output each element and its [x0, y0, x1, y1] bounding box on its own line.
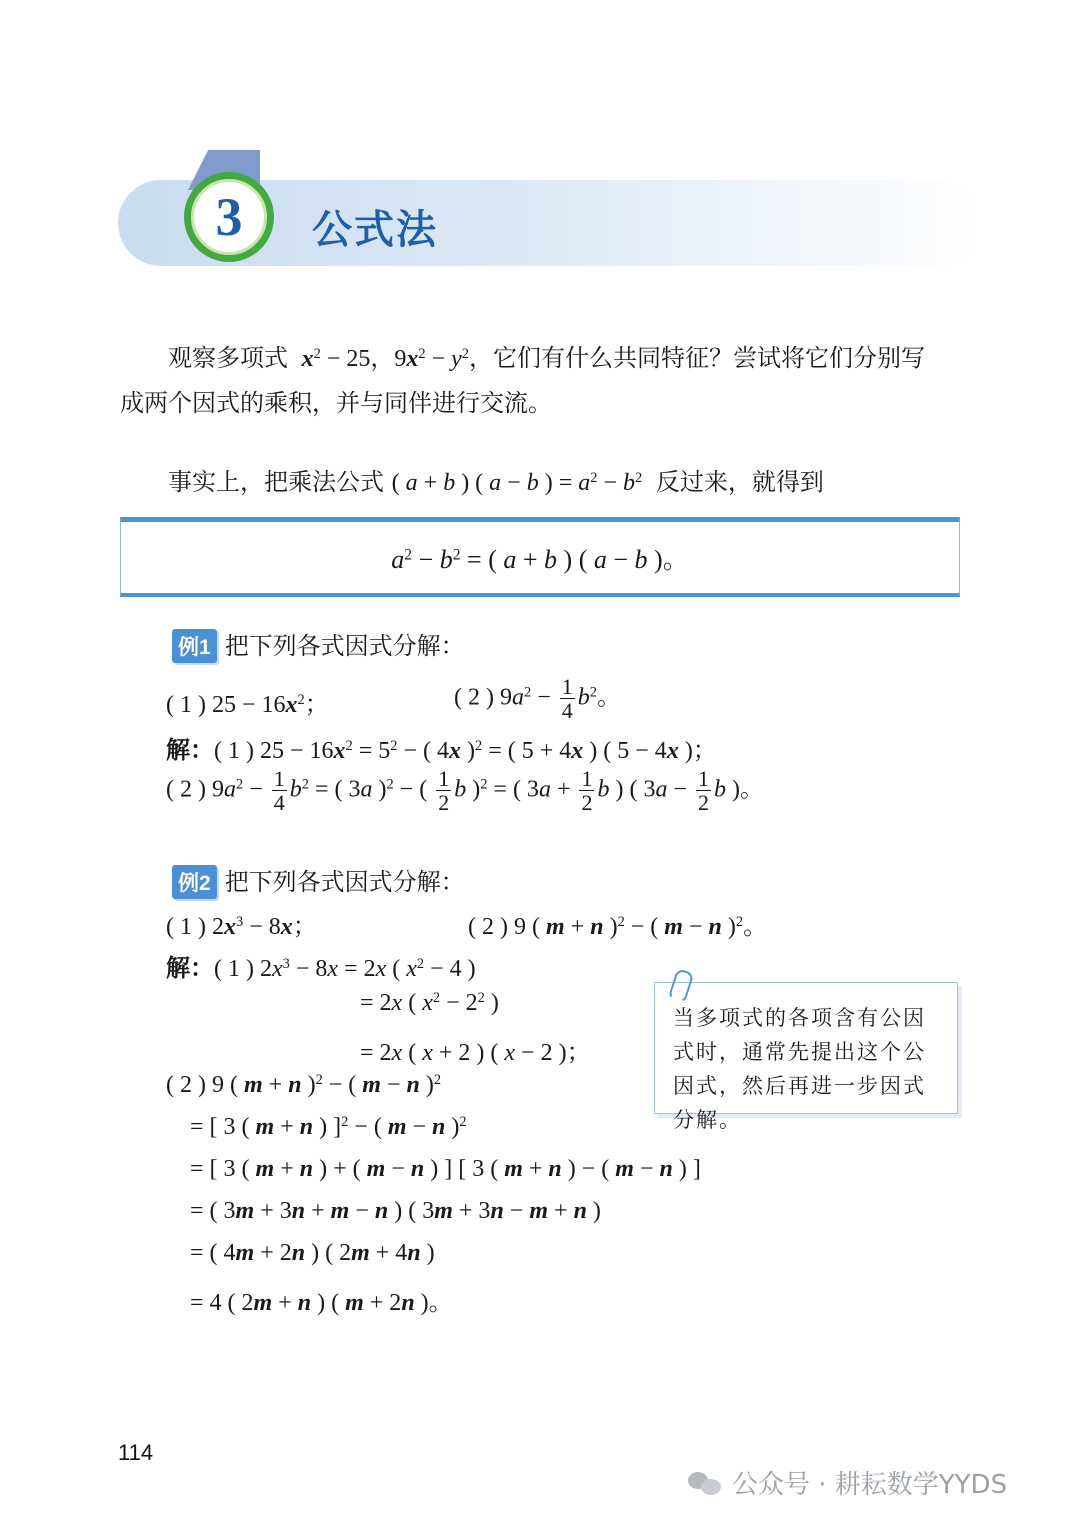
section-number: 3	[215, 187, 243, 247]
product-formula: ( a + b ) ( a − b ) = $a^2 - b^2$	[391, 470, 643, 496]
example1-prompt: 把下列各式因式分解：	[224, 632, 465, 660]
section-title: 公式法	[312, 206, 438, 253]
example2-solution2-step2: = [ 3 ( m + n ) ]$^2$ − ( m − n )$^2$	[190, 1114, 467, 1140]
example2-solution2-step6: = 4 ( 2m + n ) ( m + 2n )。	[190, 1290, 453, 1316]
example2-solution2-step1: ( 2 ) 9 ( m + n )$^2$ − ( m − n )$^2$	[166, 1072, 442, 1098]
example2-prompt: 把下列各式因式分解：	[224, 868, 465, 896]
intro-text-start: 观察多项式	[168, 344, 288, 372]
intro-polynomials: $x^2 - 25$，$9x^2 - y^2$	[301, 346, 469, 372]
side-note-text: 当多项式的各项含有公因式时，通常先提出这个公因式，然后再进一步因式分解。	[673, 1006, 926, 1132]
example2-solution1-step2: = 2x ( $x^2 - 2^2$ )	[360, 990, 499, 1016]
example1-problem1: ( 1 ) $25 - 16x^2$；	[166, 692, 329, 718]
difference-of-squares-formula: $a^2 - b^2$ = ( a + b ) ( a − b )。	[120, 517, 960, 597]
example2-problem2: ( 2 ) 9 ( m + n )$^2$ − ( m − n )$^2$。	[468, 914, 768, 940]
example1-heading	[172, 626, 465, 663]
fact-suffix: 反过来，就得到	[655, 468, 824, 496]
page-number: 114	[118, 1440, 154, 1465]
example2-problem1: ( 1 ) $2x^3 - 8x$；	[166, 914, 317, 940]
fact-paragraph	[168, 460, 824, 505]
example1-problem2: ( 2 ) $9a^2$ − $\frac{1}{4}$ $b^2$。	[454, 674, 621, 723]
example2-solution2-step4: = ( 3m + 3n + m − n ) ( 3m + 3n − m + n )	[190, 1198, 601, 1224]
side-note-box	[654, 982, 958, 1132]
intro-text-rest: ，它们有什么共同特征？尝试将它们分别写	[469, 344, 925, 372]
intro-paragraph	[120, 336, 965, 425]
example2-solution2-step3: = [ 3 ( m + n ) + ( m − n ) ] [ 3 ( m + n ) − ( m − n ) ]	[190, 1156, 701, 1182]
wechat-icon	[688, 1470, 722, 1496]
example2-solution1-step1: 解：( 1 ) $2x^3 - 8x = 2x$ ( $x^2 - 4$ )	[166, 956, 476, 982]
intro-text-line2: 成两个因式的乘积，并与同伴进行交流。	[120, 389, 552, 417]
example2-solution2-step5: = ( 4m + 2n ) ( 2m + 4n )	[190, 1240, 435, 1266]
example1-badge: 例1	[172, 629, 217, 663]
example2-heading	[172, 862, 465, 899]
fact-prefix: 事实上，把乘法公式	[168, 468, 384, 496]
example2-badge: 例2	[172, 865, 217, 899]
example2-solution-label: 解：	[166, 956, 214, 982]
watermark	[688, 1464, 1007, 1501]
watermark-text: 公众号 · 耕耘数学YYDS	[732, 1470, 1008, 1500]
example1-solution1: 解：( 1 ) $25 - 16x^2 = 5^2$ − ( 4x )$^2$ = ( 5 + 4x ) ( 5 − 4x )；	[166, 738, 717, 764]
example1-solution2: ( 2 ) $9a^2$ − $\frac{1}{4}$ $b^2$ = ( 3a )$^2$ − ( $\frac{1}{2}$ b )$^2$ = ( 3a + $\frac{1}{2}$ b ) ( 3a − $\frac{1}{2}$ b )。	[166, 766, 765, 815]
example1-solution-label: 解：	[166, 738, 214, 764]
example2-solution1-step3: = 2x ( x + 2 ) ( x − 2 )；	[360, 1040, 591, 1066]
section-number-badge	[184, 172, 274, 262]
